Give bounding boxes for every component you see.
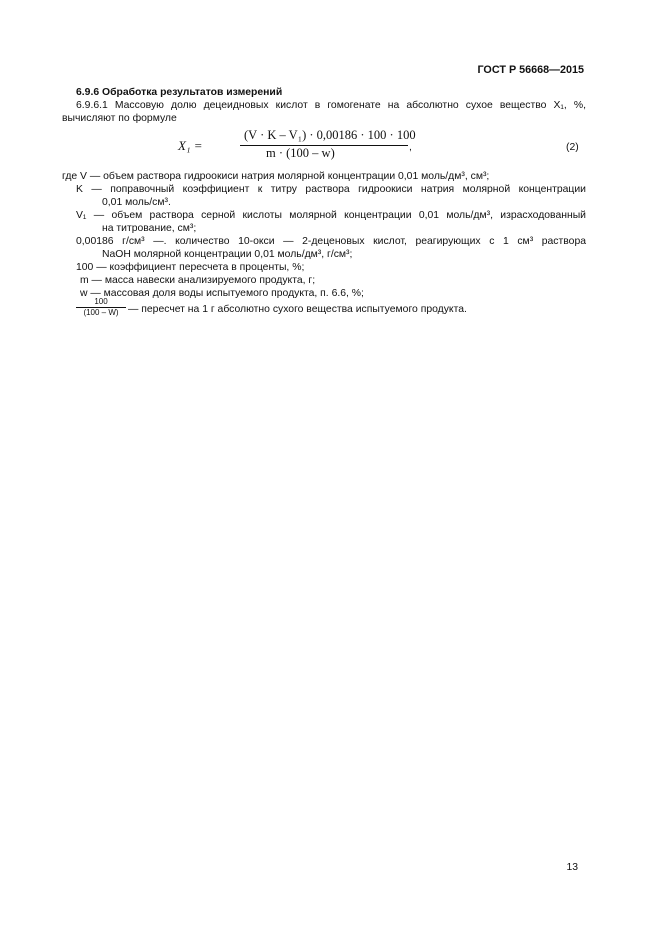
definition-line: где V — объем раствора гидроокиси натрия молярной концентрации 0,01 моль/дм³, см³; (62, 171, 490, 182)
definition-line: K — поправочный коэффициент к титру раствора гидроокиси натрия молярной концентрации (76, 184, 586, 195)
definition-line: 100 — коэффициент пересчета в проценты, %; (76, 262, 305, 273)
definition-line: 0,01 моль/см³. (102, 197, 171, 208)
formula-number: (2) (566, 142, 579, 153)
small-fraction (76, 297, 126, 318)
definition-line: на титрование, см³; (102, 223, 197, 234)
document-header: ГОСТ Р 56668—2015 (477, 64, 584, 76)
definition-line: 0,00186 г/см³ —. количество 10-окси — 2-деценовых кислот, реагирующих с 1 см³ раствора (76, 236, 586, 247)
definition-line: w — массовая доля воды испытуемого продукта, п. 6.6, %; (80, 288, 364, 299)
formula-denominator: m · (100 – w) (266, 146, 335, 160)
paragraph-line: 6.9.6.1 Массовую долю децеидновых кислот в гомогенате на абсолютно сухое вещество X₁, %, (76, 100, 586, 111)
formula-comma: , (409, 142, 412, 153)
small-fraction-top: 100 (76, 297, 126, 308)
definition-line: NaOH молярной концентрации 0,01 моль/дм³, г/см³; (102, 249, 353, 260)
definition-line: — пересчет на 1 г абсолютно сухого вещества испытуемого продукта. (128, 304, 467, 315)
definition-line: V₁ — объем раствора серной кислоты молярной концентрации 0,01 моль/дм³, израсходованный (76, 210, 586, 221)
definition-line: m — масса навески анализируемого продукта, г; (80, 275, 316, 286)
page-number: 13 (566, 862, 578, 873)
small-fraction-bottom: (100 – W) (83, 308, 119, 317)
formula-lhs: X₁ = (178, 138, 203, 153)
section-heading: 6.9.6 Обработка результатов измерений (76, 87, 283, 98)
formula-numerator: (V · K – V₁) · 0,00186 · 100 · 100 (244, 128, 416, 142)
paragraph-line: вычисляют по формуле (62, 113, 177, 124)
